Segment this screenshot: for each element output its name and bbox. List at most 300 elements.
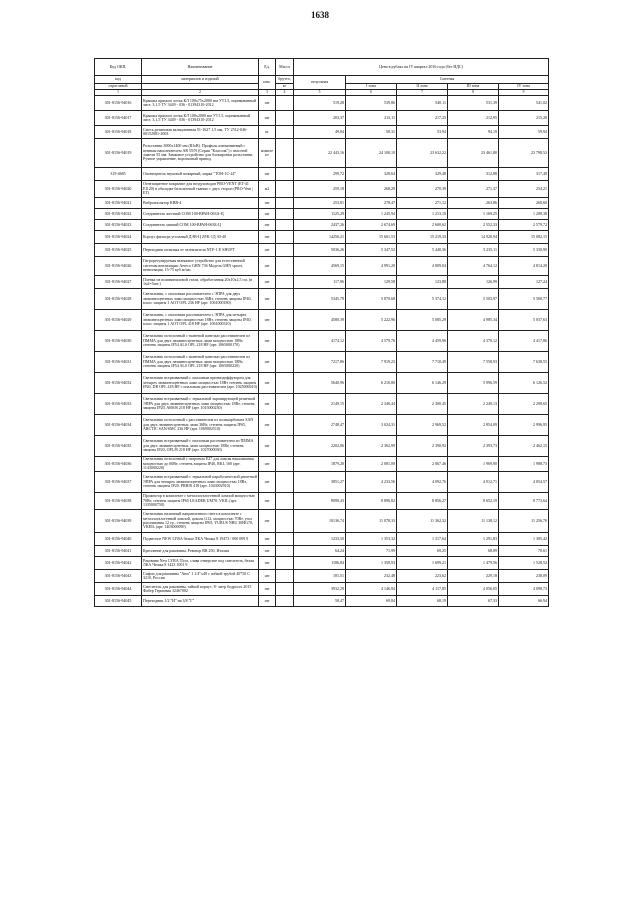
table-cell-zone-3: 1 479,56 bbox=[448, 557, 499, 570]
table-row bbox=[95, 231, 549, 244]
table-cell-zone-3: 2 249,13 bbox=[448, 394, 499, 415]
table-cell-code: 301-8156-94038 bbox=[95, 493, 142, 510]
table-cell-code: 301-8156-94031 bbox=[95, 352, 142, 373]
table-cell-zone-3: 126,99 bbox=[448, 276, 499, 289]
table-cell-zone-1: 15 661,53 bbox=[346, 231, 397, 244]
table-cell-zone-1: 8 896,82 bbox=[346, 493, 397, 510]
table-cell-zone-3: 4 764,12 bbox=[448, 257, 499, 276]
column-number: 5 bbox=[294, 90, 346, 96]
table-row bbox=[95, 394, 549, 415]
column-number: 6 bbox=[346, 90, 397, 96]
table-cell-price: 259,18 bbox=[294, 181, 346, 198]
table-cell-gross bbox=[276, 472, 294, 493]
table-cell-name: Светильник, с опаловым рассеивателем с ЭПРА для четырех люминесцентных ламп мощностью 18Вт, степень защиты IP40, класс защиты 1 AOT OPL 418 HF (арт. 1061000310) bbox=[142, 310, 259, 331]
table-cell-price: 4174,12 bbox=[294, 331, 346, 352]
table-cell-unit: шт bbox=[259, 457, 276, 472]
table-cell-gross bbox=[276, 96, 294, 111]
table-cell-price: 7217,86 bbox=[294, 352, 346, 373]
table-cell-zone-3: 263,86 bbox=[448, 198, 499, 209]
table-cell-zone-4: 2 462,15 bbox=[499, 436, 549, 457]
table-cell-price: 3932,29 bbox=[294, 583, 346, 596]
table-cell-zone-3: 14 920,94 bbox=[448, 231, 499, 244]
table-row bbox=[95, 331, 549, 352]
table-cell-name: Рольставни 3000х1400 мм (ШхВ). Профиль алюминиевый с пенным наполнителем AR 55/N (Серия "Классик") с высотой ламели 55 мм. Замковое устройство для блокировки рольставни. Ручное управление, воротковый привод. bbox=[142, 139, 259, 168]
table-row bbox=[95, 352, 549, 373]
table-cell-zone-1: 11 078,33 bbox=[346, 510, 397, 533]
table-cell-zone-4: 15 082,15 bbox=[499, 231, 549, 244]
table-cell-zone-1: 2 674,69 bbox=[346, 220, 397, 231]
table-cell-zone-3: 4 056,05 bbox=[448, 583, 499, 596]
header-zone-4: IV зона bbox=[499, 84, 549, 90]
table-cell-code: 301-8156-94020 bbox=[95, 181, 142, 198]
table-cell-price: 2202,06 bbox=[294, 436, 346, 457]
header-code-mid: код bbox=[95, 76, 142, 84]
table-cell-gross bbox=[276, 139, 294, 168]
table-cell-unit: шт bbox=[259, 96, 276, 111]
table-cell-gross bbox=[276, 415, 294, 436]
table-cell-gross bbox=[276, 583, 294, 596]
table-row bbox=[95, 209, 549, 220]
table-cell-gross bbox=[276, 457, 294, 472]
table-row bbox=[95, 373, 549, 394]
table-cell-price: 10136,74 bbox=[294, 510, 346, 533]
table-cell-name: Светильник встраиваемый с опаловым рассеивателем из ПММА для двух люминесцентных ламп мощностью 18Вт, степень защиты IP20, OPL/R 218 HF (арт. 1027000030) bbox=[142, 436, 259, 457]
table-cell-code: 301-8156-94035 bbox=[95, 436, 142, 457]
header-name-bottom: материалов и изделий bbox=[142, 76, 259, 84]
table-cell-unit: шт bbox=[259, 415, 276, 436]
table-cell-zone-3: 5 996,59 bbox=[448, 373, 499, 394]
table-cell-gross bbox=[276, 596, 294, 607]
table-cell-zone-4: 8 773,64 bbox=[499, 493, 549, 510]
table-cell-zone-1: 5 222,96 bbox=[346, 310, 397, 331]
table-cell-code: 301-8156-94023 bbox=[95, 220, 142, 231]
table-cell-unit: шт bbox=[259, 220, 276, 231]
table-cell-name: Виброизолятор КВВ-4 bbox=[142, 198, 259, 209]
header-price-estimate: Сметная bbox=[346, 76, 549, 84]
table-cell-gross bbox=[276, 198, 294, 209]
table-cell-unit: шт bbox=[259, 331, 276, 352]
table-cell-unit: шт bbox=[259, 436, 276, 457]
table-cell-price: 299,72 bbox=[294, 168, 346, 181]
table-cell-zone-1: 1 353,32 bbox=[346, 533, 397, 546]
table-cell-gross bbox=[276, 493, 294, 510]
table-cell-price: 2748,47 bbox=[294, 415, 346, 436]
table-row bbox=[95, 533, 549, 546]
table-cell-code: 301-8156-94027 bbox=[95, 276, 142, 289]
table-cell-code: 301-8156-94019 bbox=[95, 139, 142, 168]
table-cell-zone-3: 1 291,83 bbox=[448, 533, 499, 546]
header-gross-mid: брутто, bbox=[276, 76, 294, 84]
table-cell-name: Соединитель жесткий СОМ 100-ВРАН-063А-Ц bbox=[142, 209, 259, 220]
table-cell-zone-1: 4 579,76 bbox=[346, 331, 397, 352]
table-cell-zone-3: 7 558,93 bbox=[448, 352, 499, 373]
table-row bbox=[95, 276, 549, 289]
table-cell-code: 301-8156-94039 bbox=[95, 510, 142, 533]
table-row bbox=[95, 457, 549, 472]
table-cell-unit: шт bbox=[259, 596, 276, 607]
column-number: 9 bbox=[499, 90, 549, 96]
table-row bbox=[95, 557, 549, 570]
table-cell-zone-2: 271,12 bbox=[397, 198, 448, 209]
table-cell-price: 1879,20 bbox=[294, 457, 346, 472]
table-cell-zone-2: 2 390,92 bbox=[397, 436, 448, 457]
table-cell-gross bbox=[276, 310, 294, 331]
table-cell-zone-1: 2 081,00 bbox=[346, 457, 397, 472]
table-cell-zone-4: 238,09 bbox=[499, 570, 549, 583]
table-cell-price: 5036,26 bbox=[294, 244, 346, 257]
table-cell-gross bbox=[276, 546, 294, 557]
table-cell-code: 301-8156-94041 bbox=[95, 546, 142, 557]
table-cell-zone-1: 539,86 bbox=[346, 96, 397, 111]
table-cell-zone-4: 4 814,20 bbox=[499, 257, 549, 276]
header-gross-top: Масса bbox=[276, 59, 294, 76]
table-cell-unit: кг bbox=[259, 126, 276, 139]
table-cell-zone-4: 5 500,77 bbox=[499, 289, 549, 310]
table-cell-zone-3: 1 969,90 bbox=[448, 457, 499, 472]
column-number: 1 bbox=[95, 90, 142, 96]
table-cell-zone-4: 541,02 bbox=[499, 96, 549, 111]
table-cell-unit: шт bbox=[259, 583, 276, 596]
page-number: 1638 bbox=[311, 10, 329, 20]
table-cell-zone-4: 4 417,86 bbox=[499, 331, 549, 352]
table-cell-zone-4: 2 579,72 bbox=[499, 220, 549, 231]
table-cell-zone-4: 2 298,65 bbox=[499, 394, 549, 415]
table-cell-name: Огнезащитное покрытие для воздуховодов PRO-VENT (ET-41 EI120) в обкладке базальтовой тканью с двух сторон (PRO-Vent | ET) bbox=[142, 181, 259, 198]
table-cell-zone-4: 4 098,73 bbox=[499, 583, 549, 596]
table-cell-zone-4: 4 054,57 bbox=[499, 472, 549, 493]
table-cell-name: Оповещатель звуковой пожарный, марка "ТОН-1С-24" bbox=[142, 168, 259, 181]
table-cell-zone-1: 6 210,80 bbox=[346, 373, 397, 394]
table-cell-code: 301-8156-94033 bbox=[95, 394, 142, 415]
table-cell-zone-3: 212,95 bbox=[448, 111, 499, 126]
table-cell-unit: шт bbox=[259, 168, 276, 181]
table-row bbox=[95, 168, 549, 181]
table-cell-zone-2: 1 213,10 bbox=[397, 209, 448, 220]
table-cell-price: 4580,39 bbox=[294, 310, 346, 331]
table-row bbox=[95, 493, 549, 510]
table-cell-zone-1: 232,48 bbox=[346, 570, 397, 583]
table-cell-zone-3: 4 370,12 bbox=[448, 331, 499, 352]
table-cell-price: 203,37 bbox=[294, 111, 346, 126]
table-cell-code: 301-8156-94021 bbox=[95, 198, 142, 209]
table-cell-zone-2: 5 374,12 bbox=[397, 289, 448, 310]
table-cell-gross bbox=[276, 533, 294, 546]
table-row bbox=[95, 596, 549, 607]
header-price-group: Цена в рублях на IV квартал 2016 года (без НДС) bbox=[294, 59, 549, 76]
column-number: 8 bbox=[448, 90, 499, 96]
table-cell-zone-1: 71,99 bbox=[346, 546, 397, 557]
table-cell-price: 64,24 bbox=[294, 546, 346, 557]
table-cell-code: 301-8156-94016 bbox=[95, 96, 142, 111]
table-cell-name: Светильник встраиваемый с опаловым призмодиффузором для четырех люминесцентных ламп мощностью 18Вт степень защиты IP20, DR OPL 418 HF с опаловым рассеивателем (арт. 1025000410) bbox=[142, 373, 259, 394]
table-cell-zone-1: 58,31 bbox=[346, 126, 397, 139]
table-cell-code: 301-8156-94043 bbox=[95, 570, 142, 583]
table-cell-zone-3: 68,89 bbox=[448, 546, 499, 557]
table-cell-price: 519,28 bbox=[294, 96, 346, 111]
table-cell-zone-4: 1 305,42 bbox=[499, 533, 549, 546]
table-cell-zone-1: 129,58 bbox=[346, 276, 397, 289]
table-row bbox=[95, 546, 549, 557]
table-row bbox=[95, 583, 549, 596]
table-cell-zone-1: 4 146,94 bbox=[346, 583, 397, 596]
table-cell-gross bbox=[276, 289, 294, 310]
table-cell-name: Переходник шпилька от заземлителя NTF-1 Р, SHUFT bbox=[142, 244, 259, 257]
table-row bbox=[95, 289, 549, 310]
table-row bbox=[95, 436, 549, 457]
table-cell-unit: шт bbox=[259, 557, 276, 570]
table-cell-price: 2149,15 bbox=[294, 394, 346, 415]
table-cell-zone-2: 8 856,27 bbox=[397, 493, 448, 510]
table-cell-price: 181,51 bbox=[294, 570, 346, 583]
table-cell-price: 1125,29 bbox=[294, 209, 346, 220]
column-number: 3 bbox=[259, 90, 276, 96]
table-cell-zone-1: 69,84 bbox=[346, 596, 397, 607]
table-cell-gross bbox=[276, 257, 294, 276]
header-zone-2: II зона bbox=[397, 84, 448, 90]
header-unit-top: Ед. bbox=[259, 59, 276, 76]
table-cell-zone-2: 123,88 bbox=[397, 276, 448, 289]
table-cell-zone-4: 23 798,52 bbox=[499, 139, 549, 168]
column-number: 7 bbox=[397, 90, 448, 96]
table-cell-unit: шт bbox=[259, 310, 276, 331]
table-cell-zone-2: 5 440,36 bbox=[397, 244, 448, 257]
table-cell-unit: шт bbox=[259, 373, 276, 394]
table-cell-zone-3: 5 235,11 bbox=[448, 244, 499, 257]
table-cell-zone-4: 59,94 bbox=[499, 126, 549, 139]
table-cell-code: 301-8156-94036 bbox=[95, 457, 142, 472]
table-cell-unit: м2 bbox=[259, 181, 276, 198]
table-cell-zone-4: 254,21 bbox=[499, 181, 549, 198]
table-cell-zone-1: 24 100,10 bbox=[346, 139, 397, 168]
table-body bbox=[95, 96, 549, 607]
table-cell-unit: шт bbox=[259, 493, 276, 510]
table-cell-gross bbox=[276, 244, 294, 257]
table-cell-zone-1: 5 870,68 bbox=[346, 289, 397, 310]
table-cell-zone-3: 11 138,12 bbox=[448, 510, 499, 533]
table-cell-code: 301-8156-94032 bbox=[95, 373, 142, 394]
table-cell-name: Гигрорегулируемая вытяжное устройство для естественной системы вентиляции Aereco GHN 736 Модель GHN sproet, вентиляция, 15-75 куб.м/час bbox=[142, 257, 259, 276]
table-cell-price: 49,84 bbox=[294, 126, 346, 139]
table-cell-code: 301-8156-94025 bbox=[95, 244, 142, 257]
table-cell-unit: шт bbox=[259, 231, 276, 244]
table-cell-zone-1: 3 024,31 bbox=[346, 415, 397, 436]
table-cell-zone-4: 2 996,95 bbox=[499, 415, 549, 436]
table-cell-code: 301-8156-94037 bbox=[95, 472, 142, 493]
header-gross-bottom: кг bbox=[276, 84, 294, 90]
table-cell-zone-4: 127,24 bbox=[499, 276, 549, 289]
table-cell-zone-3: 312,88 bbox=[448, 168, 499, 181]
table-cell-code: 301-8156-94028 bbox=[95, 289, 142, 310]
table-cell-name: Светильник наличный направленного света в комплекте с металлогалогенной лампой, цоколь G12, мощностью 70Вт, угол рассеивания 12 гр., степень защиты IP65, YURUS NBU 30HG70, VKEIL (арт. 1403000090) bbox=[142, 510, 259, 533]
table-cell-zone-1: 4 991,20 bbox=[346, 257, 397, 276]
table-cell-zone-4: 11 256,70 bbox=[499, 510, 549, 533]
table-cell-gross bbox=[276, 373, 294, 394]
table-cell-zone-3: 2 854,09 bbox=[448, 415, 499, 436]
table-cell-unit: шт bbox=[259, 546, 276, 557]
table-cell-zone-2: 4 117,85 bbox=[397, 583, 448, 596]
table-cell-zone-4: 268,60 bbox=[499, 198, 549, 209]
table-cell-zone-4: 215,20 bbox=[499, 111, 549, 126]
table-cell-price: 58,47 bbox=[294, 596, 346, 607]
table-cell-name: Смеситель для раковины, гайкой корпус, 8- литр бодрость 2015 Фабер Германия 32467002 bbox=[142, 583, 259, 596]
table-cell-name: Сифон для раковины "Ани" 1 1/4"х40 с гибкой трубой 40*50 С 3210, Россия bbox=[142, 570, 259, 583]
table-cell-zone-2: 329,48 bbox=[397, 168, 448, 181]
table-cell-name: Крепление для раковины, Ревизор RR 250, Италия bbox=[142, 546, 259, 557]
table-cell-gross bbox=[276, 209, 294, 220]
table-cell-zone-1: 7 919,23 bbox=[346, 352, 397, 373]
table-cell-code: 301-8156-94030 bbox=[95, 331, 142, 352]
table-cell-zone-2: 69,25 bbox=[397, 546, 448, 557]
table-cell-unit: шт bbox=[259, 510, 276, 533]
table-cell-gross bbox=[276, 570, 294, 583]
table-cell-zone-3: 229,18 bbox=[448, 570, 499, 583]
table-cell-unit: шт bbox=[259, 276, 276, 289]
table-cell-code: 301-8156-94018 bbox=[95, 126, 142, 139]
table-cell-gross bbox=[276, 352, 294, 373]
table-row bbox=[95, 257, 549, 276]
table-row bbox=[95, 126, 549, 139]
table-cell-unit: шт bbox=[259, 352, 276, 373]
table-cell-zone-3: 2 552,33 bbox=[448, 220, 499, 231]
table-cell-zone-3: 1 169,25 bbox=[448, 209, 499, 220]
table-cell-name: Светильник встраиваемый с зеркальной параболической решеткой ЭПРА для четырех люминесцентных ламп мощностью 18Вт, степень защиты IP20, PRB/R 418 (арт. 1043002910) bbox=[142, 472, 259, 493]
table-cell-gross bbox=[276, 394, 294, 415]
table-cell-name: Подвесное NEW LYRA белые ЛКА Чешка 8 19473 / 000 009 9 bbox=[142, 533, 259, 546]
table-cell-zone-2: 270,39 bbox=[397, 181, 448, 198]
table-cell-zone-3: 4 985,34 bbox=[448, 310, 499, 331]
table-cell-code: 301-8156-94034 bbox=[95, 415, 142, 436]
table-cell-unit: шт bbox=[259, 472, 276, 493]
table-cell-zone-2: 15 219,33 bbox=[397, 231, 448, 244]
table-cell-unit: шт bbox=[259, 111, 276, 126]
table-cell-unit: шт bbox=[259, 289, 276, 310]
table-cell-zone-2: 11 362,32 bbox=[397, 510, 448, 533]
table-cell-zone-4: 1 988,73 bbox=[499, 457, 549, 472]
table-cell-gross bbox=[276, 111, 294, 126]
table-cell-price: 5640,96 bbox=[294, 373, 346, 394]
table-cell-zone-1: 5 347,52 bbox=[346, 244, 397, 257]
table-cell-zone-1: 1 245,94 bbox=[346, 209, 397, 220]
table-cell-name: Светильник встраиваемый с зеркальной экранирующей решеткой ЭПРА для двух люминесцентных ламп мощностью 18Вт, степень защиты IP20, ARS/R 218 HF (арт. 1015000230) bbox=[142, 394, 259, 415]
table-cell-zone-2: 2 969,52 bbox=[397, 415, 448, 436]
header-unit-bottom: изм. bbox=[259, 76, 276, 90]
table-cell-zone-4: 6 126,52 bbox=[499, 373, 549, 394]
table-cell-name: Прожектор в комплекте с металлогалогенной лампой мощностью 70Вт, степень защиты IP65 LEADER UM70, VKIL (арт. 1335000750) bbox=[142, 493, 259, 510]
table-cell-zone-3: 23 461,80 bbox=[448, 139, 499, 168]
table-cell-unit: шт bbox=[259, 394, 276, 415]
table-cell-zone-3: 67,33 bbox=[448, 596, 499, 607]
table-cell-zone-3: 8 652,19 bbox=[448, 493, 499, 510]
table-cell-zone-2: 68,19 bbox=[397, 596, 448, 607]
table-cell-zone-1: 4 233,56 bbox=[346, 472, 397, 493]
table-cell-zone-1: 2 346,44 bbox=[346, 394, 397, 415]
column-number: 2 bbox=[142, 90, 259, 96]
table-cell-zone-1: 268,29 bbox=[346, 181, 397, 198]
table-cell-code: 301-8156-94024 bbox=[95, 231, 142, 244]
table-cell-name: Светильник потолочный с рассеивателем из поликарбоната SAN для двух люминесцентных ламп 36Вт, степень защиты IP65, ARCTIC SAN/SMC 236 HF (арт. 1069002510) bbox=[142, 415, 259, 436]
table-row bbox=[95, 570, 549, 583]
table-row bbox=[95, 181, 549, 198]
table-cell-zone-1: 328,64 bbox=[346, 168, 397, 181]
table-cell-zone-4: 7 638,55 bbox=[499, 352, 549, 373]
table-cell-zone-1: 213,11 bbox=[346, 111, 397, 126]
table-cell-unit: шт bbox=[259, 209, 276, 220]
table-cell-zone-2: 2 067,46 bbox=[397, 457, 448, 472]
table-cell-zone-2: 217,25 bbox=[397, 111, 448, 126]
table-row bbox=[95, 111, 549, 126]
table-cell-name: Раковина New LYRA 55см, слива отверстие под смеситель, белая ЛКА Чешка 8 1423 1001 9 bbox=[142, 557, 259, 570]
table-cell-zone-3: 531,39 bbox=[448, 96, 499, 111]
table-cell-zone-1: 278,47 bbox=[346, 198, 397, 209]
table-row bbox=[95, 510, 549, 533]
header-price-current: отпускная bbox=[294, 76, 346, 90]
header-name-top: Наименование bbox=[142, 59, 259, 76]
table-cell-zone-2: 1 699,21 bbox=[397, 557, 448, 570]
table-cell-zone-2: 540,11 bbox=[397, 96, 448, 111]
table-row bbox=[95, 220, 549, 231]
table-cell-name: Соединитель мягкий СОМ 100-ВРАН-063Б-Ц bbox=[142, 220, 259, 231]
table-cell-gross bbox=[276, 276, 294, 289]
header-code-top: Код ОКП, bbox=[95, 59, 142, 76]
table-cell-price: 22 443,16 bbox=[294, 139, 346, 168]
header-zone-3: III зона bbox=[448, 84, 499, 90]
table-cell-price: 5345,78 bbox=[294, 289, 346, 310]
table-cell-price: 253,81 bbox=[294, 198, 346, 209]
table-cell-code: 319-4685 bbox=[95, 168, 142, 181]
table-cell-name: Корпус фильтра угольный ДЭВ-Ц ZFK-1Д 30-40 bbox=[142, 231, 259, 244]
table-cell-gross bbox=[276, 168, 294, 181]
table-cell-unit: шт bbox=[259, 570, 276, 583]
table-cell-zone-2: 4 459,96 bbox=[397, 331, 448, 352]
header-code-bottom: отраслевой bbox=[95, 84, 142, 90]
table-cell-name: Светильник потолочный с патроном Е27 для лампы накаливания мощностью до 60Вт, степень защиты IP40, RKL 160 (арт. 1143000220) bbox=[142, 457, 259, 472]
table-cell-code: 301-8156-94045 bbox=[95, 596, 142, 607]
table-cell-zone-2: 6 146,29 bbox=[397, 373, 448, 394]
table-row bbox=[95, 472, 549, 493]
table-cell-gross bbox=[276, 331, 294, 352]
table-cell-code: 301-8156-94029 bbox=[95, 310, 142, 331]
table-cell-zone-3: 2 393,73 bbox=[448, 436, 499, 457]
table-cell-zone-2: 2 300,45 bbox=[397, 394, 448, 415]
table-cell-price: 2437,26 bbox=[294, 220, 346, 231]
table-cell-gross bbox=[276, 231, 294, 244]
table-cell-price: 1233,50 bbox=[294, 533, 346, 546]
table-cell-zone-4: 5 037,63 bbox=[499, 310, 549, 331]
header-zone-1: I зона bbox=[346, 84, 397, 90]
table-cell-unit: компле кт bbox=[259, 139, 276, 168]
table-cell-code: 301-8156-94040 bbox=[95, 533, 142, 546]
table-cell-gross bbox=[276, 557, 294, 570]
table-cell-name: Светильник потолочный с тканевой панелью рассеивателем из ПММА для двух люминесцентных ламп мощностью 18Вт, степень защиты IP54 ALS OPL 218 HF (арт. 1065000170) bbox=[142, 331, 259, 352]
table-cell-zone-4: 1 208,38 bbox=[499, 209, 549, 220]
table-cell-zone-1: 1 358,93 bbox=[346, 557, 397, 570]
table-cell-zone-2: 7 710,49 bbox=[397, 352, 448, 373]
table-cell-code: 301-8156-94022 bbox=[95, 209, 142, 220]
table-cell-name: Светильник, с опаловым рассеивателем с ЭПРА для двух люминесцентных ламп мощностью 36Вт, степень защиты IP40, класс защиты 1 AOT OPL 236 HF (арт. 1061000180) bbox=[142, 289, 259, 310]
table-cell-name: Смесь резиновая вальцованная 51-1627 1,5 мм, ТУ 2512-046-00152081-2003 bbox=[142, 126, 259, 139]
table-cell-code: 301-8156-94026 bbox=[95, 257, 142, 276]
column-number: 4 bbox=[276, 90, 294, 96]
table-cell-zone-3: 5 503,97 bbox=[448, 289, 499, 310]
table-cell-name: Светильник потолочный с тканевой панелью рассеивателем из ПММА для двух люминесцентных ламп мощностью 18Вт, степень защиты IP54 ALS OPL 218 HF (арт. 1065000220) bbox=[142, 352, 259, 373]
table-cell-code: 301-8156-94017 bbox=[95, 111, 142, 126]
table-row bbox=[95, 244, 549, 257]
table-cell-zone-3: 271,37 bbox=[448, 181, 499, 198]
table-cell-price: 4569,15 bbox=[294, 257, 346, 276]
table-cell-code: 301-8156-94042 bbox=[95, 557, 142, 570]
table-row bbox=[95, 198, 549, 209]
table-cell-name: Переходник 1/2 "Н" на 3/8 "Г" bbox=[142, 596, 259, 607]
